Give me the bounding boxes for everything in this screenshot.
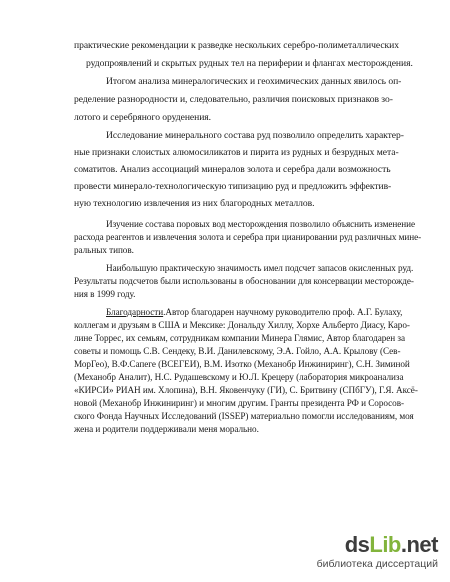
text-line: (Механобр Аналит), Н.С. Рудашевскому и Ю.Л. Крецеру (лаборатория микроанализа xyxy=(74,372,404,382)
text-line: ского Фонда Научных Исследований (ISSEP) материально помогли исследованиям, моя xyxy=(74,411,414,421)
text-line: соматитов. Анализ ассоциаций минералов золота и серебра дали возможность xyxy=(74,164,391,175)
text-line: Результаты подсчетов были использованы в обосновании для консервации месторожде- xyxy=(74,276,414,286)
text-line: рудопроявлений и скрытых рудных тел на периферии и флангах месторождения. xyxy=(86,58,413,69)
text-line: Итогом анализа минералогических и геохимических данных явилось оп- xyxy=(106,76,402,87)
acknowledgements-heading: Благодарности xyxy=(106,307,164,317)
text-line: Автор благодарен научному руководителю проф. А.Г. Булаху, xyxy=(165,307,403,317)
dslib-tagline: библиотека диссертаций xyxy=(316,558,438,570)
text-line: Наибольшую практическую значимость имел подсчет запасов окисленных руд. xyxy=(106,263,414,273)
acknowledgements-first-line xyxy=(106,306,403,318)
text-line: лотого и серебряного оруденения. xyxy=(74,112,212,123)
text-line: Исследование минерального состава руд позволило определить характер- xyxy=(106,130,404,141)
text-line: советы и помощь С.В. Сендеку, В.И. Данилевскому, Э.А. Гойло, А.А. Крылову (Сев- xyxy=(74,346,401,356)
text-line: Изучение состава поровых вод месторождения позволило объяснить изменение xyxy=(106,219,416,229)
text-line: лине Торрес, их семьям, сотрудникам компании Минера Глямис, Автор благодарен за xyxy=(74,333,406,343)
text-line: ральных типов. xyxy=(74,245,134,255)
text-line: провести минерало-технологическую типизацию руд и предложить эффектив- xyxy=(74,181,392,192)
dslib-watermark xyxy=(292,532,442,576)
text-line: коллегам и друзьям в США и Мексике: Дональду Хиллу, Хорхе Альберто Диасу, Каро- xyxy=(74,320,410,330)
text-line: ределение разнородности и, следовательно, различия поисковых признаков зо- xyxy=(74,94,393,105)
text-line: практические рекомендации к разведке нескольких серебро-полиметаллических xyxy=(74,40,399,51)
text-line: «КИРСИ» РИАН им. Хлопина), В.Н. Яковенчуку (ГИ), С. Бритвину (СПбГУ), Г.Я. Аксё- xyxy=(74,385,418,395)
text-line: новой (Механобр Инжиниринг) и многим другим. Гранты президента РФ и Соросов- xyxy=(74,398,405,408)
text-line: ные признаки слоистых алюмосиликатов и пирита из рудных и безрудных мета- xyxy=(74,147,399,158)
text-line: расхода реагентов и извлечения золота и серебра при цианировании руд различных мине- xyxy=(74,232,422,242)
text-line: ния в 1999 году. xyxy=(74,289,136,299)
dslib-logo: dsLib.net xyxy=(344,532,438,557)
acknowledgements-heading-sep: . xyxy=(163,307,166,317)
text-line: ную технологию извлечения из них благородных металлов. xyxy=(74,198,315,209)
text-line: МорГео), В.Ф.Сапеге (ВСЕГЕИ), В.М. Изотко (Механобр Инжиниринг), С.Н. Зиминой xyxy=(74,359,410,369)
text-line: жена и родители поддерживали меня морально. xyxy=(74,424,259,434)
